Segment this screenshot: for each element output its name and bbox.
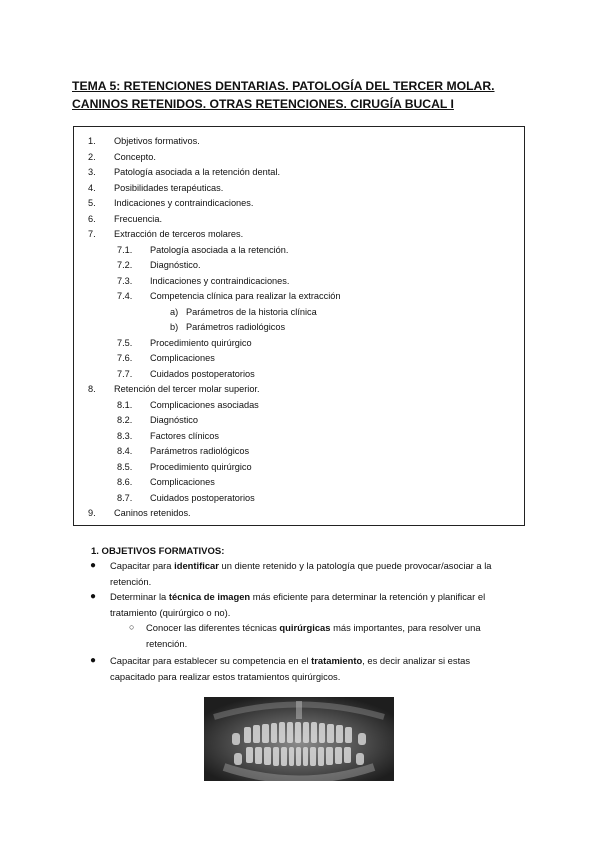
- toc-item-label: Frecuencia.: [114, 213, 163, 224]
- toc-item-number: 4.: [88, 182, 96, 193]
- toc-item-number: 8.2.: [117, 415, 133, 425]
- toc-item-number: 7.5.: [117, 337, 133, 348]
- toc-item-number: 8.4.: [117, 446, 133, 456]
- title-line-1: TEMA 5: RETENCIONES DENTARIAS. PATOLOGÍA DEL TERCER MOLAR.: [72, 79, 495, 93]
- toc-item-label: Complicaciones: [150, 353, 215, 363]
- toc-item-label: Parámetros de la historia clínica: [186, 306, 317, 317]
- toc-item-number: 7.: [88, 229, 96, 239]
- toc-item-label: Indicaciones y contraindicaciones.: [114, 198, 254, 208]
- toc-item-label: Factores clínicos: [150, 430, 219, 441]
- toc-item-number: 8.7.: [117, 492, 133, 503]
- toc-item-label: Parámetros radiológicos: [186, 322, 286, 332]
- toc-item-number: 5.: [88, 198, 96, 208]
- toc-item-label: Competencia clínica para realizar la extracción: [150, 291, 341, 301]
- toc-item-number: 3.: [88, 167, 96, 177]
- toc-item-number: 7.2.: [117, 260, 133, 270]
- toc-item-number: 9.: [88, 508, 96, 518]
- toc-item-label: Complicaciones: [150, 477, 215, 487]
- objective-2-sub: Conocer las diferentes técnicas quirúrgicas más importantes, para resolver una retención.: [146, 622, 481, 649]
- toc-item-label: Retención del tercer molar superior.: [114, 384, 260, 394]
- objective-2: Determinar la técnica de imagen más eficiente para determinar la retención y planificar el tratamiento (quirúrgico o no).: [110, 591, 486, 618]
- toc-item-label: Concepto.: [114, 151, 156, 162]
- toc-item-number: 8.: [88, 384, 96, 394]
- toc-item-label: Posibilidades terapéuticas.: [114, 182, 224, 193]
- toc-item-number: 2.: [88, 151, 96, 162]
- toc-item-number: a): [170, 306, 179, 317]
- toc-item-number: 8.3.: [117, 430, 133, 441]
- toc-item-label: Patología asociada a la retención.: [150, 244, 289, 255]
- panoramic-xray-image: [204, 697, 394, 781]
- toc-item-number: 1.: [88, 136, 96, 146]
- toc-item-number: 7.6.: [117, 353, 133, 363]
- toc-item-number: 7.7.: [117, 368, 133, 379]
- toc-item-number: 8.5.: [117, 461, 133, 472]
- toc-item-label: Indicaciones y contraindicaciones.: [150, 275, 290, 286]
- toc-item-label: Cuidados postoperatorios: [150, 368, 255, 379]
- toc-item-label: Diagnóstico.: [150, 260, 201, 270]
- toc-item-label: Cuidados postoperatorios: [150, 492, 255, 503]
- document-title: [72, 77, 542, 113]
- toc-item-label: Procedimiento quirúrgico: [150, 337, 252, 348]
- toc-item-label: Diagnóstico: [150, 415, 199, 425]
- toc-item-number: b): [170, 322, 179, 332]
- objective-1: Capacitar para identificar un diente retenido y la patología que puede provocar/asociar a la retención.: [110, 560, 492, 587]
- toc-item-number: 6.: [88, 213, 96, 224]
- toc-item-label: Objetivos formativos.: [114, 136, 200, 146]
- toc-item-number: 7.4.: [117, 291, 133, 301]
- toc-item-number: 8.6.: [117, 477, 133, 487]
- toc-item-label: Parámetros radiológicos: [150, 446, 250, 456]
- bullet-icon: ●: [90, 591, 97, 602]
- section-heading: 1. OBJETIVOS FORMATIVOS:: [91, 546, 225, 557]
- sub-bullet-icon: ○: [129, 622, 135, 632]
- toc-item-number: 7.3.: [117, 275, 133, 286]
- objective-3: Capacitar para establecer su competencia en el tratamiento, es decir analizar si estas capacitado para realizar estos tratamientos quirúrgicos.: [110, 655, 471, 682]
- toc-item-label: Procedimiento quirúrgico: [150, 461, 252, 472]
- bullet-icon: ●: [90, 655, 97, 666]
- toc-item-number: 8.1.: [117, 399, 133, 410]
- toc-item-label: Complicaciones asociadas: [150, 399, 259, 410]
- toc-item-label: Caninos retenidos.: [114, 508, 191, 518]
- toc-item-label: Extracción de terceros molares.: [114, 229, 244, 239]
- toc-item-label: Patología asociada a la retención dental.: [114, 167, 281, 177]
- title-line-2: CANINOS RETENIDOS. OTRAS RETENCIONES. CIRUGÍA BUCAL I: [72, 97, 454, 111]
- toc-item-number: 7.1.: [117, 244, 133, 255]
- bullet-icon: ●: [90, 560, 97, 571]
